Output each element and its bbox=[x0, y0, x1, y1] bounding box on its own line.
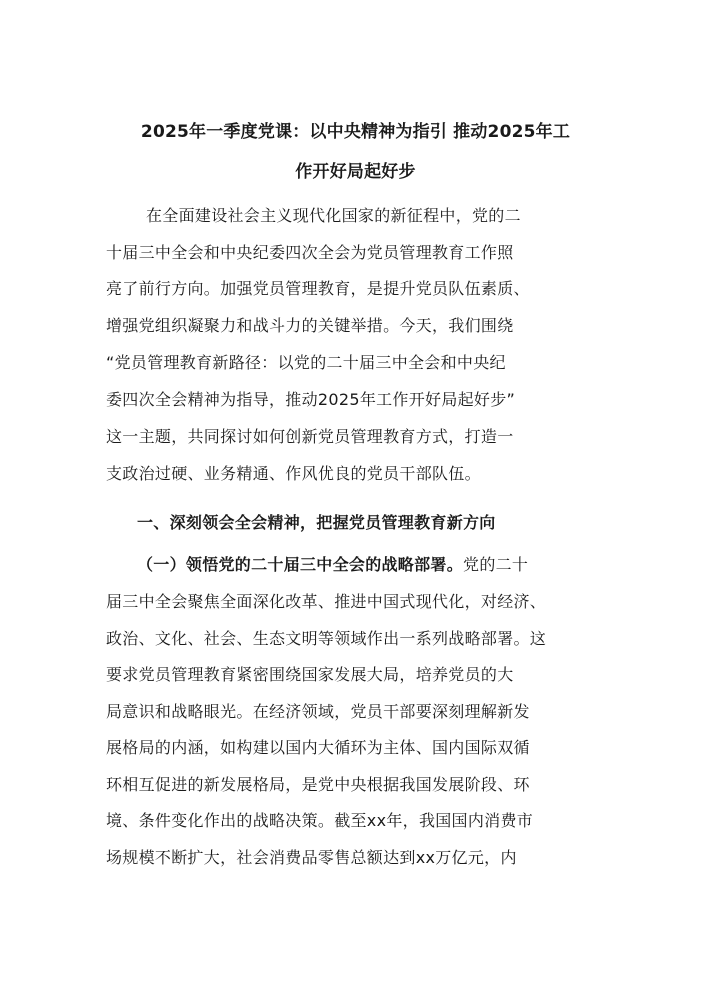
body-paragraph-line: 展格局的内涵，如构建以国内大循环为主体、国内国际双循 bbox=[106, 738, 530, 757]
intro-paragraph-line: 在全面建设社会主义现代化国家的新征程中，党的二 bbox=[146, 206, 521, 225]
body-paragraph-line: 政治、文化、社会、生态文明等领域作出一系列战略部署。这 bbox=[106, 629, 547, 648]
body-paragraph-line: 届三中全会聚焦全面深化改革、推进中国式现代化，对经济、 bbox=[106, 592, 547, 611]
body-paragraph-line: 境、条件变化作出的战略决策。截至xx年，我国国内消费市 bbox=[106, 811, 534, 830]
intro-paragraph-line: 支政治过硬、业务精通、作风优良的党员干部队伍。 bbox=[106, 464, 481, 483]
body-paragraph-line: 场规模不断扩大，社会消费品零售总额达到xx万亿元，内 bbox=[106, 848, 517, 867]
document-title-line-1: 2025年一季度党课：以中央精神为指引 推动2025年工 bbox=[140, 122, 571, 142]
intro-paragraph-line: 这一主题，共同探讨如何创新党员管理教育方式，打造一 bbox=[106, 427, 514, 446]
intro-paragraph-line: 亮了前行方向。加强党员管理教育，是提升党员队伍素质、 bbox=[106, 279, 530, 298]
document-title-line-2: 作开好局起好步 bbox=[295, 162, 416, 182]
intro-paragraph-line: 增强党组织凝聚力和战斗力的关键举措。今天，我们围绕 bbox=[106, 316, 514, 335]
subsection-lead-line bbox=[137, 552, 528, 575]
intro-paragraph-line: “党员管理教育新路径：以党的二十届三中全会和中央纪 bbox=[106, 353, 506, 372]
body-paragraph-line: 要求党员管理教育紧密围绕国家发展大局，培养党员的大 bbox=[106, 665, 514, 684]
intro-paragraph-line: 十届三中全会和中央纪委四次全会为党员管理教育工作照 bbox=[106, 243, 514, 262]
intro-paragraph-line: 委四次全会精神为指导，推动2025年工作开好局起好步” bbox=[106, 390, 516, 409]
body-paragraph-line: 环相互促进的新发展格局，是党中央根据我国发展阶段、环 bbox=[106, 775, 530, 794]
body-paragraph-line: 局意识和战略眼光。在经济领域，党员干部要深刻理解新发 bbox=[106, 702, 530, 721]
subsection-heading: （一）领悟党的二十届三中全会的战略部署。 bbox=[137, 555, 464, 574]
subsection-lead-text: 党的二十 bbox=[463, 555, 529, 574]
section-heading: 一、深刻领会全会精神，把握党员管理教育新方向 bbox=[137, 513, 496, 532]
